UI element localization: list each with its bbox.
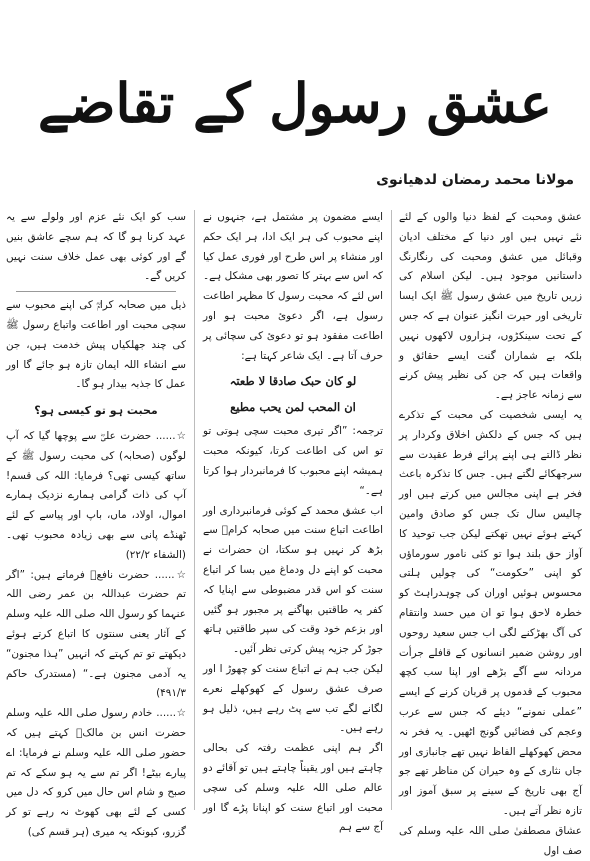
column-divider bbox=[391, 210, 392, 810]
column-right bbox=[399, 208, 582, 857]
column-divider bbox=[194, 210, 195, 810]
paragraph: ایسے مضمون پر مشتمل ہے، جنہوں نے اپنے محبوب کی ہر ایک ادا، ہر ایک حکم اور منشاء پر اس طرح اور فوری عمل کیا کہ اس سے بہتر کا تصور بھی مشکل ہے۔ اس لئے کہ محبت رسول کا مظہر اطاعت رسول ہے، اگر دعوئ محبت ہو اور اطاعت مفقود ہو تو دعوئ کی سچائی پر حرف آتا ہے۔ ایک شاعر کہتا ہے: bbox=[203, 211, 383, 362]
paragraph: ☆...... حضرت علیؓ سے پوچھا گیا کہ آپ لوگوں (صحابہ) کی محبت رسول ﷺ کے ساتھ کیسی تھی؟ فرمایا: اللہ کی قسم! آپ کی ذات گرامی ہمارے نزدیک ہمارے اموال، اولاد، ماں، باپ اور پیاسے کے لئے ٹھنڈے پانی سے بھی زیادہ محبوب تھی۔ (الشفاء ۲۲/۲) bbox=[6, 429, 186, 561]
paragraph: ☆...... حضرت نافعؒ فرماتے ہیں: ”اگر تم حضرت عبداللہ بن عمر رضی اللہ عنہما کو رسول اللہ صلی اللہ علیہ وسلم کے آثار یعنی سنتوں کا اتباع کرتے ہوئے دیکھتے تو تم کہتے کہ انہیں ”ہذا مجنون“ یہ آدمی مجنون ہے۔“ (مستدرک حاکم ۴۹۱/۳) bbox=[6, 568, 186, 700]
paragraph: ☆...... خادم رسول صلی اللہ علیہ وسلم حضرت انس بن مالکؓ کہتے ہیں کہ حضور صلی اللہ علیہ وسلم نے فرمایا: اے پیارے بیٹے! اگر تم سے یہ ہو سکے کہ تم صبح و شام اس حال میں کرو کہ دل میں کسی کے لئے بھی کھوٹ نہ رہے تو کر گزرو، کیونکہ یہ میری (ہر قسم کی) bbox=[6, 707, 186, 838]
paragraph: اگر ہم اپنی عظمت رفتہ کی بحالی چاہتے ہیں اور یقیناً چاہتے ہیں تو آقائے دو عالم صلی اللہ علیہ وسلم کی سچی محبت اور اتباع سنت کو اپنانا پڑے گا اور آج سے ہم bbox=[203, 742, 383, 834]
paragraph: ذیل میں صحابہ کرامؓ کی اپنے محبوب سے سچی محبت اور اطاعت واتباع رسول ﷺ کی چند جھلکیاں پیش خدمت ہیں، جن سے انشاء اللہ ایمان تازہ ہو جائے گا اور عمل کا جذبہ بیدار ہو گا۔ bbox=[6, 299, 186, 391]
verse-line: لو کان حبک صادقا لا طعتہ bbox=[229, 374, 357, 389]
section-heading: محبت ہو تو کیسی ہو؟ bbox=[34, 404, 158, 418]
paragraph: ترجمہ: ”اگر تیری محبت سچی ہوتی تو تو اس کی اطاعت کرتا، کیونکہ محبت ہمیشہ اپنے محبوب کا فرمانبردار ہوا کرتا ہے۔“ bbox=[203, 425, 383, 497]
page-title: عشق رسول کے تقاضے bbox=[38, 70, 552, 135]
column-middle bbox=[203, 208, 383, 834]
paragraph: عشاق مصطفیٰ صلی اللہ علیہ وسلم کی صف اول bbox=[399, 824, 582, 857]
paragraph: لیکن جب ہم نے اتباع سنت کو چھوڑ ا اور صرف عشق رسول کے کھوکھلے نعرے لگانے لگے تب سے پٹ رہے ہیں، ذلیل ہو رہے ہیں۔ bbox=[203, 662, 383, 735]
separator bbox=[16, 291, 176, 292]
title-area bbox=[38, 55, 552, 150]
paragraph: عشق ومحبت کے لفظ دنیا والوں کے لئے نئے نہیں ہیں اور دنیا کے مختلف ادیان وقبائل میں عشق ومحبت کی رنگارنگ داستانیں موجود ہیں۔ لیکن اسلام کی زریں تاریخ میں عشق رسول ﷺ ایک ایسا تاریخی اور حیرت انگیز عنوان ہے کہ جس کے تحت سینکڑوں، ہزاروں لاکھوں نہیں بلکہ بے شماران گنت ایسے حقائق و واقعات ہیں کہ جن کی نظیر پیش کرنے سے زمانہ عاجز ہے۔ bbox=[399, 211, 582, 402]
paragraph: یہ ایسی شخصیت کی محبت کے تذکرے ہیں کہ جس کے دلکش اخلاق وکردار پر نظر ڈالتے ہی اپنے پرائے فرط عقیدت سے سرجھکائے لگتے ہیں۔ جس کا تذکرہ باعث فخر ہے اپنی مجالس میں کرتے ہیں اور چالیس سال تک جس کو صادق وامین کہتے ہوئے نہیں تھکتے لیکن جب توحید کا آواز حق بلند ہوا تو کئی نامور سورماؤں کو اپنی ”حکومت“ کی چولیں ہلتی محسوس ہوئیں اوران کی چوہدراہٹ کو خطرہ لاحق ہوا تو ان میں حسد وانتقام کی آگ بھڑکنے لگی اب جس سعید روحوں اور روشن ضمیر انسانوں کے قافلے جرأت مردانہ سے آگے بڑھے اور اپنا سب کچھ محبوب کے قدموں پر قربان کرنے کے ایسے ”عملی نمونے“ دیئے کہ جس سے عرب وعجم کی فضائیں گونج اٹھیں۔ یہ فخر نہ محض کھوکھلے الفاظ نہیں تھے جانبازی اور جاں نثاری کے وہ حیران کن مناظر تھے جو آج بھی تاریخ کے سینے پر سبق آموز اور تازہ نظر آتے ہیں۔ bbox=[399, 408, 582, 817]
paragraph: سب کو ایک نئے عزم اور ولولے سے یہ عہد کرنا ہو گا کہ ہم سچے عاشق بنیں گے اور کوئی بھی عمل خلاف سنت نہیں کریں گے۔ bbox=[6, 211, 186, 283]
paragraph: اب عشق محمد کے کوئی فرمانبرداری اور اطاعت اتباع سنت میں صحابہ کرامؓ سے بڑھ کر نہیں ہو سکتا، ان حضرات نے محبت کو اپنے دل ودماغ میں بسا کر اتباع سنت کو اس قدر مضبوطی سے اپنایا کہ کفر یہ طاقتیں بھاگنے پر مجبور ہو گئیں اور بزعم خود وقت کی سپر طاقتیں ہاتھ جوڑ کر جزیہ پیش کرتی نظر آئیں۔ bbox=[203, 504, 383, 656]
verse-line: ان المحب لمن یحب مطیع bbox=[230, 400, 356, 415]
author-byline: مولانا محمد رمضان لدھیانوی bbox=[376, 172, 574, 188]
column-left bbox=[6, 208, 186, 838]
